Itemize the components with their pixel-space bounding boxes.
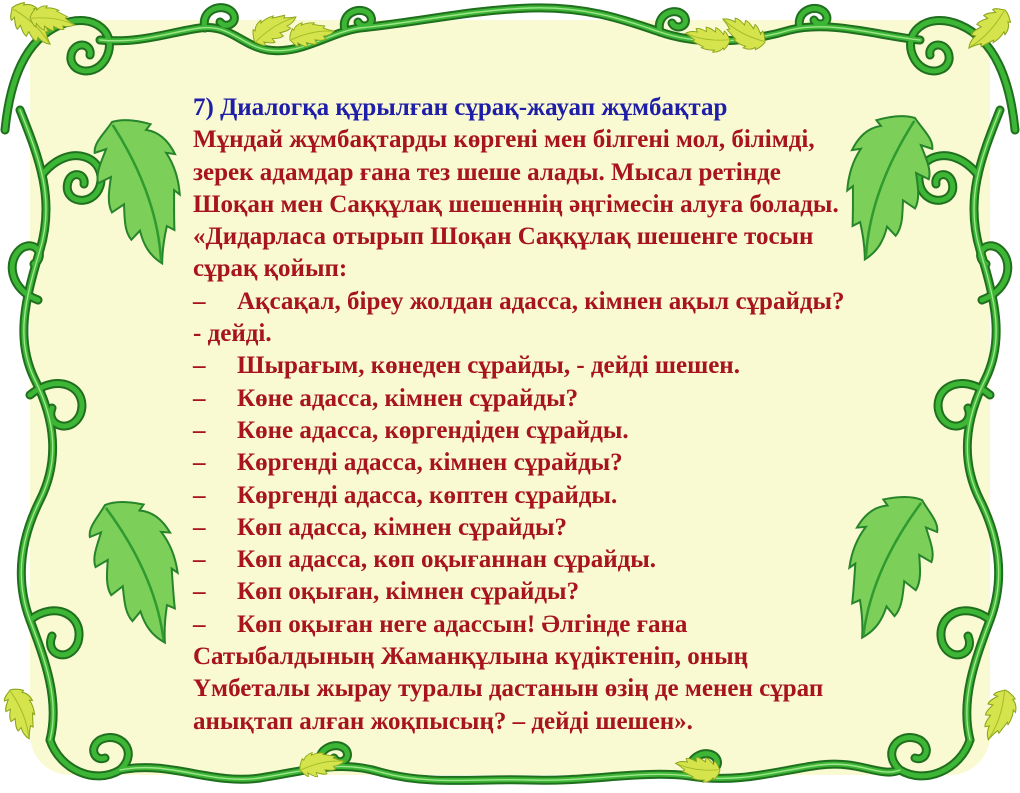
dialogue-line <box>193 383 893 415</box>
dialogue-line <box>193 576 893 608</box>
text-line: сұрақ қойып: <box>193 255 348 283</box>
dash-marker: – <box>193 481 206 509</box>
dash-marker: – <box>193 546 206 574</box>
line-text: Көне адасса, кімнен сұрайды? <box>237 384 579 412</box>
dialogue-line <box>193 544 893 576</box>
text-line: «Дидарласа отырып Шоқан Саққұлақ шешенге тосын <box>193 223 814 251</box>
text-line: Шоқан мен Саққұлақ шешеннің әңгімесін алуға болады. <box>193 190 839 218</box>
text-line: Сатыбалдының Жаманқұлына күдіктеніп, оның <box>193 643 749 671</box>
dash-marker: – <box>193 578 206 606</box>
line-text: Көргенді адасса, кімнен сұрайды? <box>237 449 623 477</box>
line-text: Көне адасса, көргендіден сұрайды. <box>237 416 629 444</box>
dash-marker: – <box>193 513 206 541</box>
dialogue-line <box>193 609 893 641</box>
text-line: - дейді. <box>193 320 272 348</box>
text-line: Үмбеталы жырау туралы дастанын өзің де менен сұрап <box>193 675 824 703</box>
line-text: Көп оқыған неге адассын! Әлгінде ғана <box>237 610 688 638</box>
line-text: Көп оқыған, кімнен сұрайды? <box>237 578 580 606</box>
dash-marker: – <box>193 287 206 315</box>
line-text: Шырағым, көнеден сұрайды, - дейді шешен. <box>237 352 740 380</box>
dialogue-line <box>193 480 893 512</box>
dash-marker: – <box>193 610 206 638</box>
text-line: анықтап алған жоқпысың? – дейді шешен». <box>193 707 693 735</box>
text-line: зерек адамдар ғана тез шеше алады. Мысал ретінде <box>193 158 781 186</box>
dash-marker: – <box>193 384 206 412</box>
line-text: Көргенді адасса, көптен сұрайды. <box>237 481 618 509</box>
line-text: Ақсақал, біреу жолдан адасса, кімнен ақыл сұрайды? <box>237 287 845 315</box>
dash-marker: – <box>193 449 206 477</box>
dialogue-line <box>193 415 893 447</box>
dialogue-line <box>193 350 893 382</box>
slide-title: 7) Диалогқа құрылған сұрақ-жауап жұмбақтар <box>193 94 728 121</box>
dash-marker: – <box>193 416 206 444</box>
line-text: Көп адасса, көп оқығаннан сұрайды. <box>237 546 657 574</box>
line-text: Көп адасса, кімнен сұрайды? <box>237 513 568 541</box>
dialogue-line <box>193 447 893 479</box>
dialogue-line <box>193 286 893 318</box>
slide-content <box>193 92 893 738</box>
dialogue-line <box>193 512 893 544</box>
dash-marker: – <box>193 352 206 380</box>
text-line: Мұндай жұмбақтарды көргені мен білгені мол, білімді, <box>193 126 815 154</box>
